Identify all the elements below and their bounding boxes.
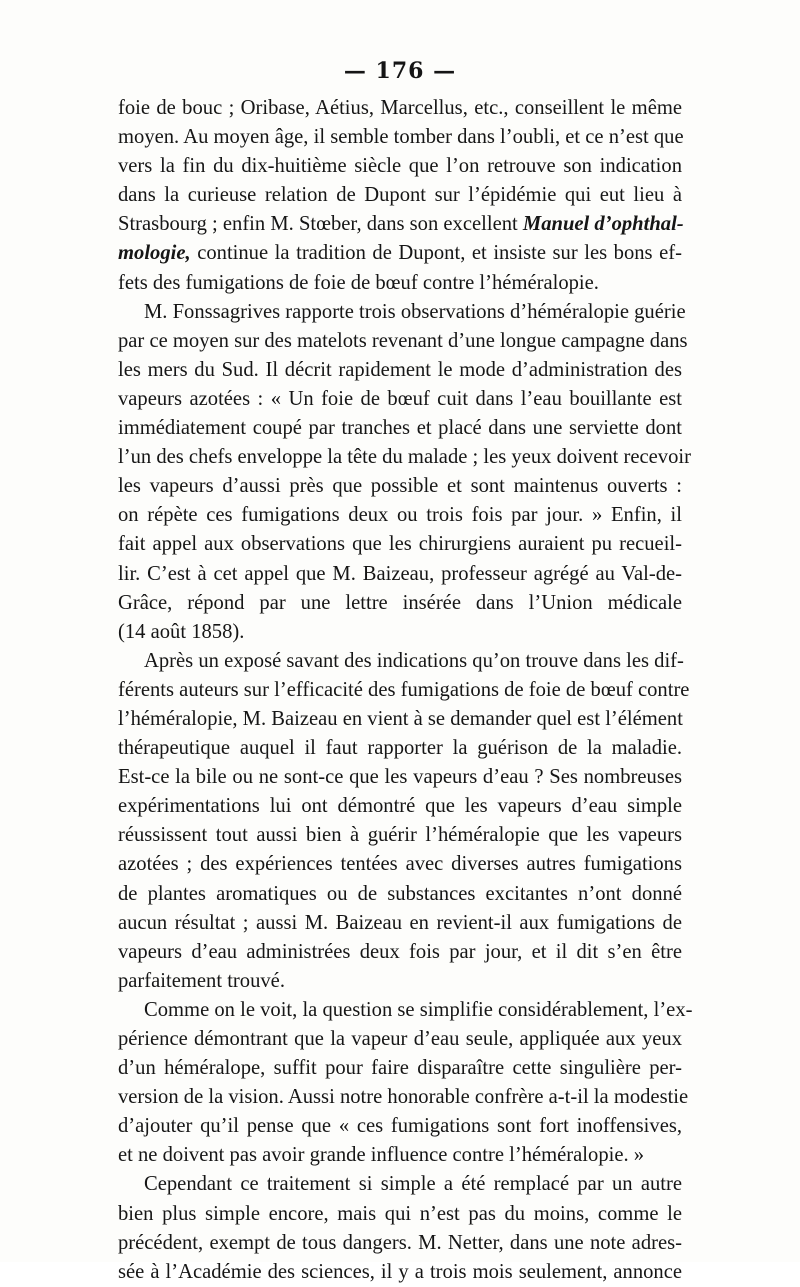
text-line (118, 239, 682, 268)
page-number: — 176 — (343, 58, 457, 84)
text-line (118, 210, 682, 239)
text-line: Après un exposé savant des indications qu’on trouve dans les dif- (144, 649, 684, 672)
text-line: les mers du Sud. Il décrit rapidement le mode d’administration des (118, 358, 682, 381)
italic-title: mologie, (118, 242, 191, 265)
text-line: par ce moyen sur des matelots revenant d’une longue campagne dans (118, 329, 688, 352)
text-line: parfaitement trouvé. (118, 969, 285, 992)
text-line: thérapeutique auquel il faut rapporter la guérison de la maladie. (118, 737, 682, 760)
text-fragment: continue la tradition de Dupont, et insiste sur les bons ef- (190, 242, 682, 265)
text-line: réussissent tout aussi bien à guérir l’héméralopie que les vapeurs (118, 824, 682, 847)
text-line: vapeurs azotées : « Un foie de bœuf cuit dans l’eau bouillante est (118, 387, 682, 410)
text-line: Cependant ce traitement si simple a été remplacé par un autre (144, 1173, 682, 1196)
text-line: d’ajouter qu’il pense que « ces fumigations sont fort inoffensives, (118, 1115, 682, 1138)
body-text (118, 94, 693, 1287)
paragraph-2 (118, 298, 691, 647)
text-line: l’héméralopie, M. Baizeau en vient à se demander quel est l’élément (118, 707, 683, 730)
text-line: d’un héméralope, suffit pour faire disparaître cette singulière per- (118, 1057, 682, 1080)
text-line: version de la vision. Aussi notre honorable confrère a-t-il la modestie (118, 1086, 689, 1109)
text-line: sée à l’Académie des sciences, il y a trois mois seulement, annonce (118, 1260, 682, 1283)
paragraph-1 (118, 94, 682, 298)
text-line: foie de bouc ; Oribase, Aétius, Marcellus, etc., conseillent le même (118, 97, 682, 119)
text-line: moyen. Au moyen âge, il semble tomber dans l’oubli, et ce n’est que (118, 126, 684, 149)
text-line: Grâce, répond par une lettre insérée dans l’Union médicale (118, 591, 682, 614)
text-line: (14 août 1858). (118, 620, 245, 643)
text-line: vers la fin du dix-huitième siècle que l’on retrouve son indication (118, 155, 682, 178)
text-line: fets des fumigations de foie de bœuf contre l’héméralopie. (118, 271, 599, 294)
text-line: aucun résultat ; aussi M. Baizeau en revient-il aux fumigations de (118, 911, 682, 934)
text-line: azotées ; des expériences tentées avec diverses autres fumigations (118, 853, 682, 876)
text-line: de plantes aromatiques ou de substances excitantes n’ont donné (118, 882, 682, 905)
paragraph-5 (118, 1170, 682, 1286)
text-line: l’un des chefs enveloppe la tête du malade ; les yeux doivent recevoir (118, 446, 691, 469)
text-line: bien plus simple encore, mais qui n’est pas du moins, comme le (118, 1202, 682, 1225)
text-line: fait appel aux observations que les chirurgiens auraient pu recueil- (118, 533, 682, 556)
text-line: dans la curieuse relation de Dupont sur l’épidémie qui eut lieu à (118, 184, 682, 207)
text-line: et ne doivent pas avoir grande influence contre l’héméralopie. » (118, 1144, 645, 1167)
text-fragment: Strasbourg ; enfin M. Stœber, dans son excellent (118, 213, 523, 236)
italic-title: Manuel d’ophthal- (522, 213, 684, 236)
text-line: périence démontrant que la vapeur d’eau seule, appliquée aux yeux (118, 1028, 682, 1050)
text-line: on répète ces fumigations deux ou trois fois par jour. » Enfin, il (118, 504, 682, 527)
text-line: vapeurs d’eau administrées deux fois par jour, et il dit s’en être (118, 940, 682, 963)
paragraph-3 (118, 647, 690, 996)
text-line: précédent, exempt de tous dangers. M. Netter, dans une note adres- (118, 1231, 682, 1254)
text-line: expérimentations lui ont démontré que les vapeurs d’eau simple (118, 795, 682, 818)
text-line: Est-ce la bile ou ne sont-ce que les vapeurs d’eau ? Ses nombreuses (118, 766, 682, 789)
text-line: Comme on le voit, la question se simplifie considérablement, l’ex- (144, 998, 693, 1021)
paragraph-4 (118, 996, 693, 1171)
text-line: férents auteurs sur l’efficacité des fumigations de foie de bœuf contre (118, 678, 690, 701)
text-line: M. Fonssagrives rapporte trois observations d’héméralopie guérie (144, 300, 686, 323)
text-line: lir. C’est à cet appel que M. Baizeau, professeur agrégé au Val-de- (118, 562, 682, 585)
text-line: les vapeurs d’aussi près que possible et sont maintenus ouverts : (118, 475, 682, 498)
text-line: immédiatement coupé par tranches et placé dans une serviette dont (118, 417, 682, 440)
